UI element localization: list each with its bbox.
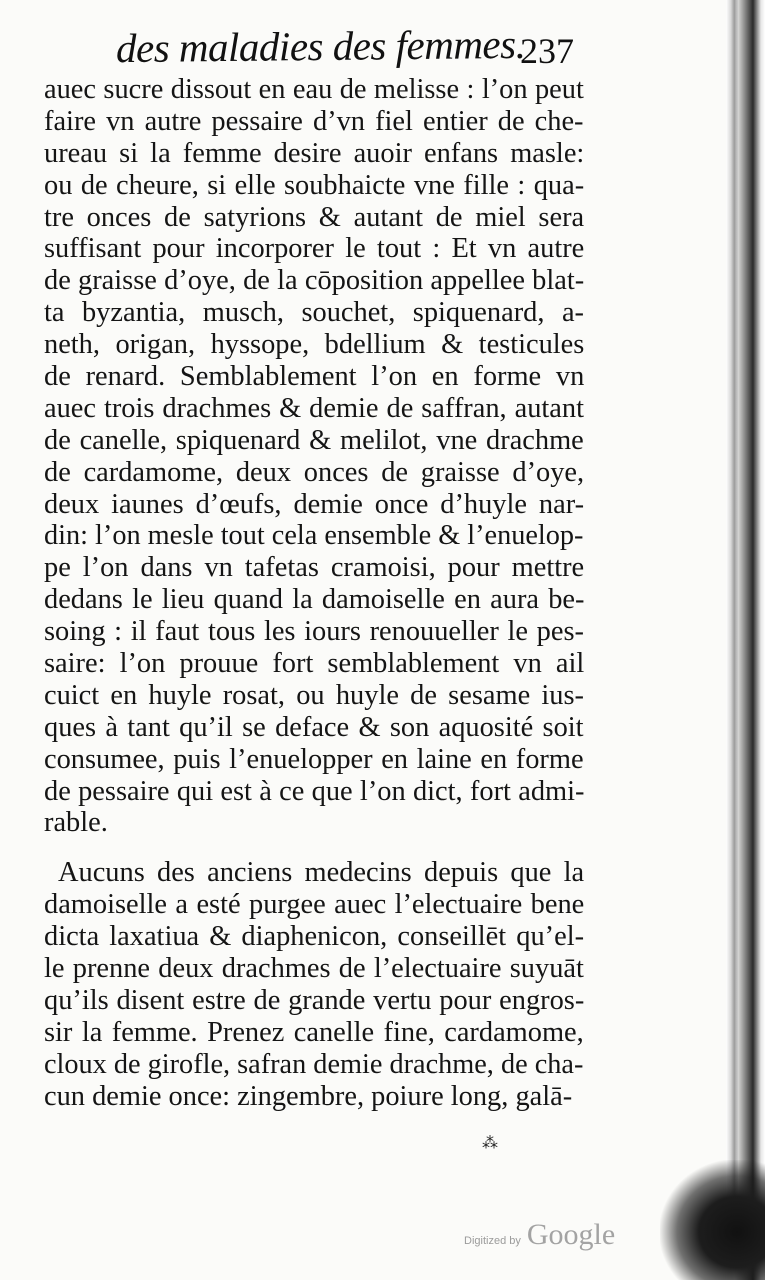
text-line: qu’ils disent estre de grande vertu pour engros- bbox=[44, 984, 585, 1016]
text-line: soing : il faut tous les iours renouueller le pes- bbox=[44, 616, 584, 648]
text-line: de canelle, spiquenard & melilot, vne drachme bbox=[44, 424, 584, 456]
text-line: dedans le lieu quand la damoiselle en aura be- bbox=[44, 584, 585, 616]
text-line: deux iaunes d’œufs, demie once d’huyle nar- bbox=[44, 488, 585, 520]
text-line: damoiselle a esté purgee auec l’electuaire bene bbox=[44, 889, 585, 921]
ink-speck: ⁂ bbox=[482, 1133, 498, 1152]
text-line: auec trois drachmes & demie de saffran, autant bbox=[44, 392, 584, 424]
text-line: din: l’on mesle tout cela ensemble & l’enuelop- bbox=[44, 520, 584, 552]
text-line: saire: l’on prouue fort semblablement vn ail bbox=[44, 648, 585, 680]
text-line: suffisant pour incorporer le tout : Et vn autre bbox=[44, 233, 585, 265]
paragraph-gap bbox=[44, 839, 584, 857]
digitized-by-google-watermark bbox=[464, 1218, 615, 1252]
text-line: cloux de girofle, safran demie drachme, de cha- bbox=[44, 1048, 584, 1080]
ink-blot bbox=[660, 1160, 765, 1280]
page-number: 237 bbox=[520, 31, 574, 71]
text-line: Aucuns des anciens medecins depuis que la bbox=[58, 857, 585, 889]
paragraph bbox=[44, 74, 584, 839]
text-line: auec sucre dissout en eau de melisse : l’on peut bbox=[44, 74, 584, 105]
text-line: ques à tant qu’il se deface & son aquosité soit bbox=[44, 711, 584, 743]
text-line: de pessaire qui est à ce que l’on dict, fort admi- bbox=[44, 775, 585, 807]
running-title: des maladies des femmes. bbox=[115, 20, 526, 72]
text-line: pe l’on dans vn tafetas cramoisi, pour mettre bbox=[44, 552, 585, 584]
text-line: de graisse d’oye, de la cōposition appellee blat- bbox=[44, 265, 585, 297]
page-header bbox=[116, 22, 586, 70]
text-line: cuict en huyle rosat, ou huyle de sesame ius- bbox=[44, 679, 584, 711]
text-line: rable. bbox=[44, 807, 108, 839]
page-edge-shadow bbox=[615, 0, 765, 1280]
text-line: sir la femme. Prenez canelle fine, cardamome, bbox=[44, 1016, 584, 1048]
text-line: tre onces de satyrions & autant de miel sera bbox=[44, 201, 585, 233]
text-line: de cardamome, deux onces de graisse d’oye, bbox=[44, 456, 585, 488]
google-logo: Google bbox=[526, 1218, 616, 1251]
text-line: de renard. Semblablement l’on en forme vn bbox=[44, 361, 585, 393]
body-text bbox=[44, 74, 584, 1113]
text-line: ta byzantia, musch, souchet, spiquenard, a- bbox=[44, 297, 585, 329]
text-line: consumee, puis l’enuelopper en laine en forme bbox=[44, 743, 584, 775]
text-line: cun demie once: zingembre, poiure long, galā- bbox=[44, 1080, 573, 1112]
paragraph bbox=[44, 857, 584, 1112]
text-line: le prenne deux drachmes de l’electuaire suyuāt bbox=[44, 953, 584, 985]
watermark-prefix: Digitized by bbox=[464, 1235, 521, 1247]
text-line: ou de cheure, si elle soubhaicte vne fille : qua- bbox=[44, 169, 585, 201]
text-line: dicta laxatiua & diaphenicon, conseillēt qu’el- bbox=[44, 921, 585, 953]
text-line: faire vn autre pessaire d’vn fiel entier de che- bbox=[44, 105, 584, 137]
text-line: ureau si la femme desire auoir enfans masle: bbox=[44, 137, 585, 169]
text-line: neth, origan, hyssope, bdellium & testicules bbox=[44, 329, 585, 361]
